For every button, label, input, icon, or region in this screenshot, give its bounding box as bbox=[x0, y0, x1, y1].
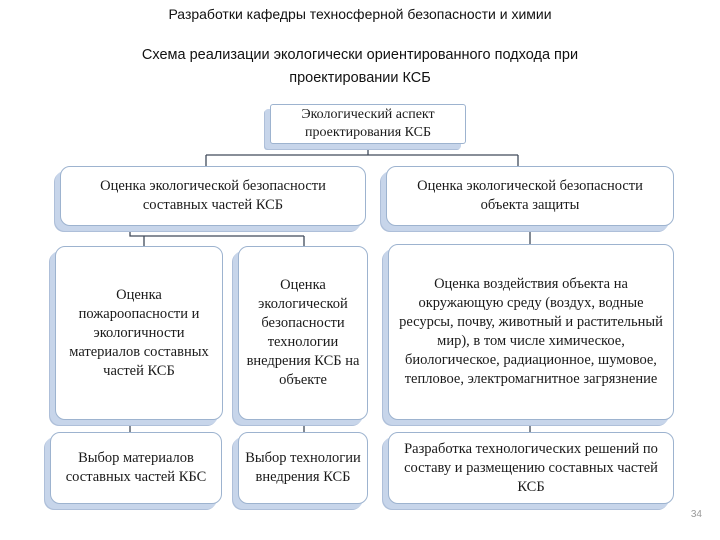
title-line-1: Схема реализации экологически ориентированного подхода при bbox=[141, 47, 579, 63]
left-col1-eval-node bbox=[55, 246, 223, 420]
root-node-label: Экологический аспект проектирования КСБ bbox=[301, 107, 435, 140]
left-col1-eval-label: Оценка пожароопасности и экологичности материалов составных частей КСБ bbox=[69, 286, 209, 379]
connector-left-branch bbox=[130, 226, 304, 246]
branch-right-label: Оценка экологической безопасности объекта защиты bbox=[417, 178, 643, 213]
left-col2-action-node bbox=[238, 432, 368, 504]
branch-left-label: Оценка экологической безопасности составных частей КСБ bbox=[100, 178, 326, 213]
right-eval-label: Оценка воздействия объекта на окружающую среду (воздух, водные ресурсы, почву, животный и растительный мир), в том числе химическое, биологическое, радиационное, шумовое, тепловое, электромагнитное загрязнение bbox=[399, 276, 663, 387]
page-number: 34 bbox=[690, 509, 702, 520]
left-col2-eval-node bbox=[238, 246, 368, 420]
left-col2-eval-label: Оценка экологической безопасности технологии внедрения КСБ на объекте bbox=[246, 277, 360, 388]
title-line-2: проектировании КСБ bbox=[289, 70, 431, 86]
left-col1-action-label: Выбор материалов составных частей КБС bbox=[65, 450, 207, 485]
left-col2-action-label: Выбор технологии внедрения КСБ bbox=[245, 450, 361, 485]
left-col1-action-node bbox=[50, 432, 222, 504]
connector-root-branches bbox=[206, 144, 518, 168]
slide-header: Разработки кафедры техносферной безопасности и химии bbox=[168, 6, 552, 22]
right-eval-node bbox=[388, 244, 674, 420]
root-node bbox=[270, 104, 466, 144]
right-action-node bbox=[388, 432, 674, 504]
branch-right-node bbox=[386, 166, 674, 226]
branch-left-node bbox=[60, 166, 366, 226]
right-action-label: Разработка технологических решений по составу и размещению составных частей КСБ bbox=[404, 440, 658, 495]
